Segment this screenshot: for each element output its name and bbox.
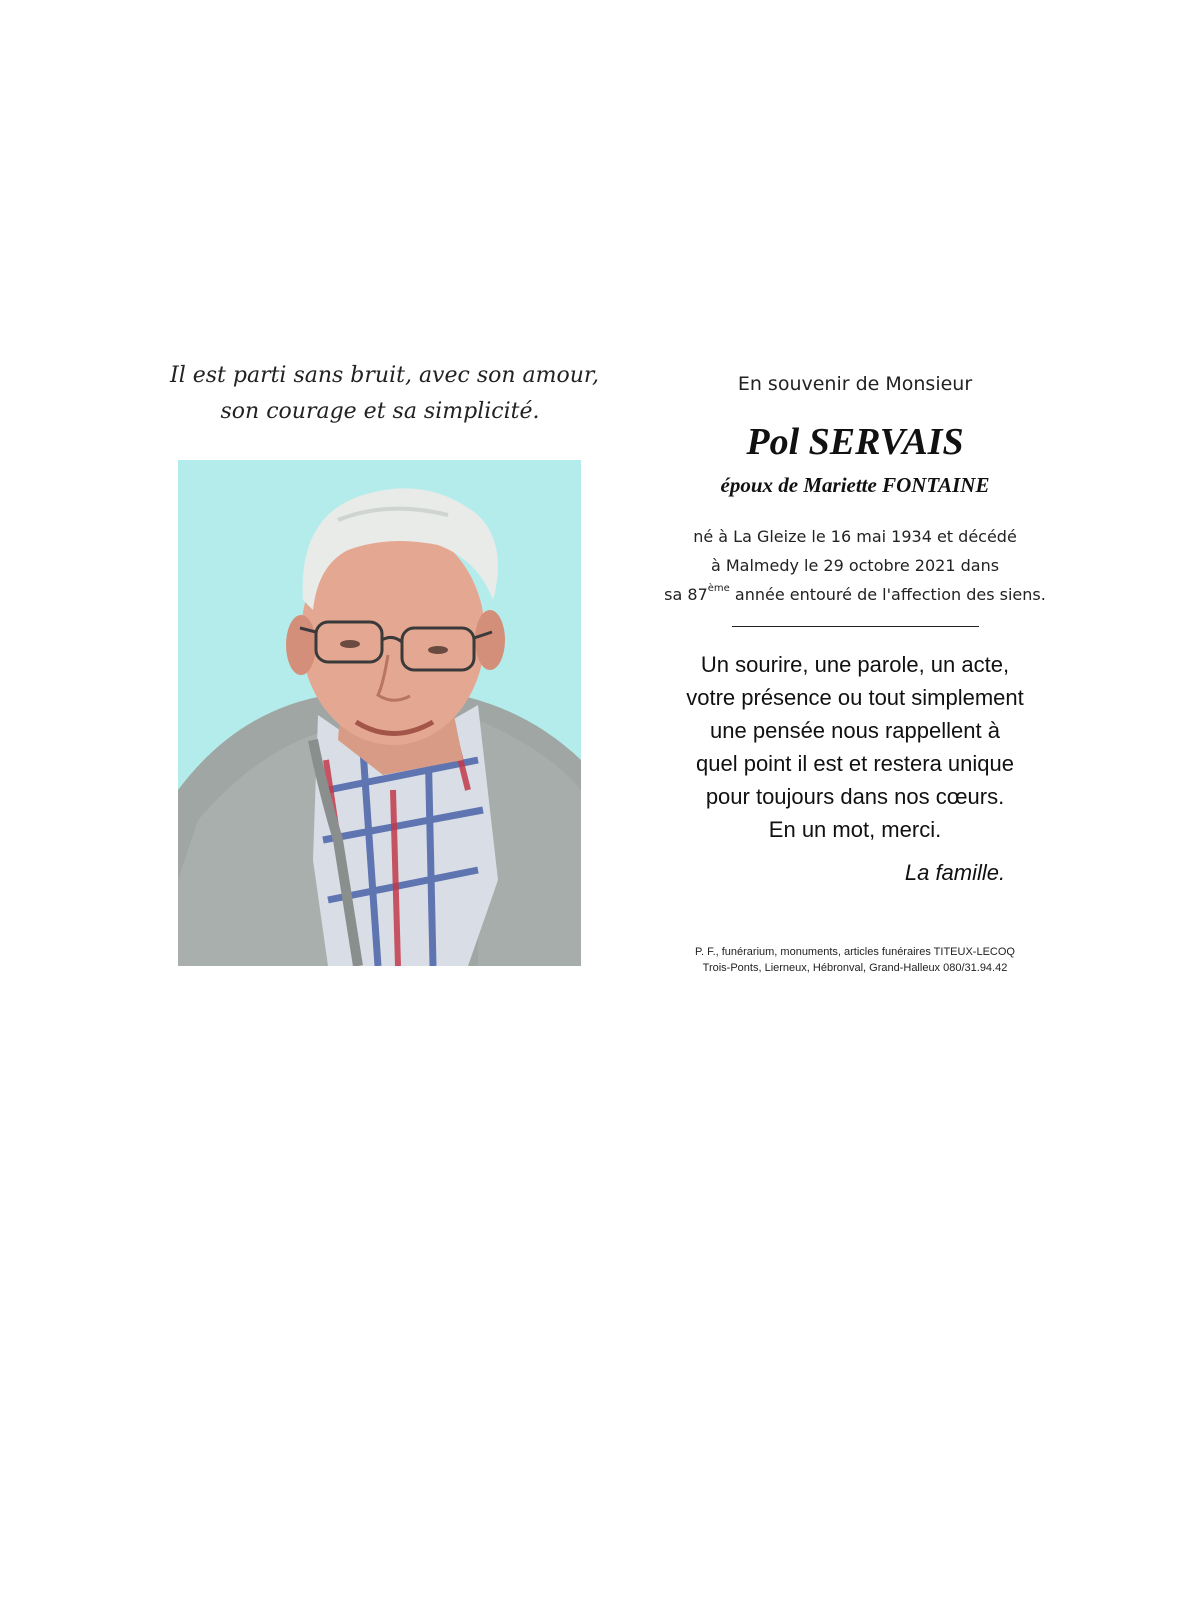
portrait-photo-icon [178,460,581,966]
bio-line-3-suffix: année entouré de l'affection des siens. [729,585,1046,604]
portrait-photo [178,460,581,966]
poem-line: pour toujours dans nos cœurs. [705,784,1005,809]
spouse-line: époux de Mariette FONTAINE [720,473,990,497]
tribute-poem [640,648,1070,846]
bio-line-3 [640,580,1070,609]
funeral-home-footer [640,944,1070,976]
poem-line: En un mot, merci. [768,817,942,842]
epitaph-line-2: son courage et sa simplicité. [220,399,540,424]
epitaph-quote [170,358,599,430]
epitaph-line-1: Il est parti sans bruit, avec son amour, [170,363,599,388]
poem-line: une pensée nous rappellent à [710,718,1000,743]
poem-line: quel point il est et restera unique [696,751,1014,776]
intro-text: En souvenir de Monsieur [737,373,973,395]
separator-rule [732,626,979,627]
poem-line: votre présence ou tout simplement [686,685,1024,710]
family-signature: La famille. [904,860,1006,885]
biography [640,522,1070,609]
bio-ordinal-suffix: ème [707,583,730,594]
footer-line-2: Trois-Ponts, Lierneux, Hébronval, Grand-Halleux 080/31.94.42 [702,962,1008,974]
footer-line-1: P. F., funérarium, monuments, articles funéraires TITEUX-LECOQ [695,946,1015,958]
deceased-name: Pol SERVAIS [746,421,964,463]
poem-line: Un sourire, une parole, un acte, [700,652,1010,677]
bio-line-2: à Malmedy le 29 octobre 2021 dans [710,556,1000,575]
bio-line-3-prefix: sa 87 [664,585,708,604]
bio-line-1: né à La Gleize le 16 mai 1934 et décédé [693,527,1017,546]
